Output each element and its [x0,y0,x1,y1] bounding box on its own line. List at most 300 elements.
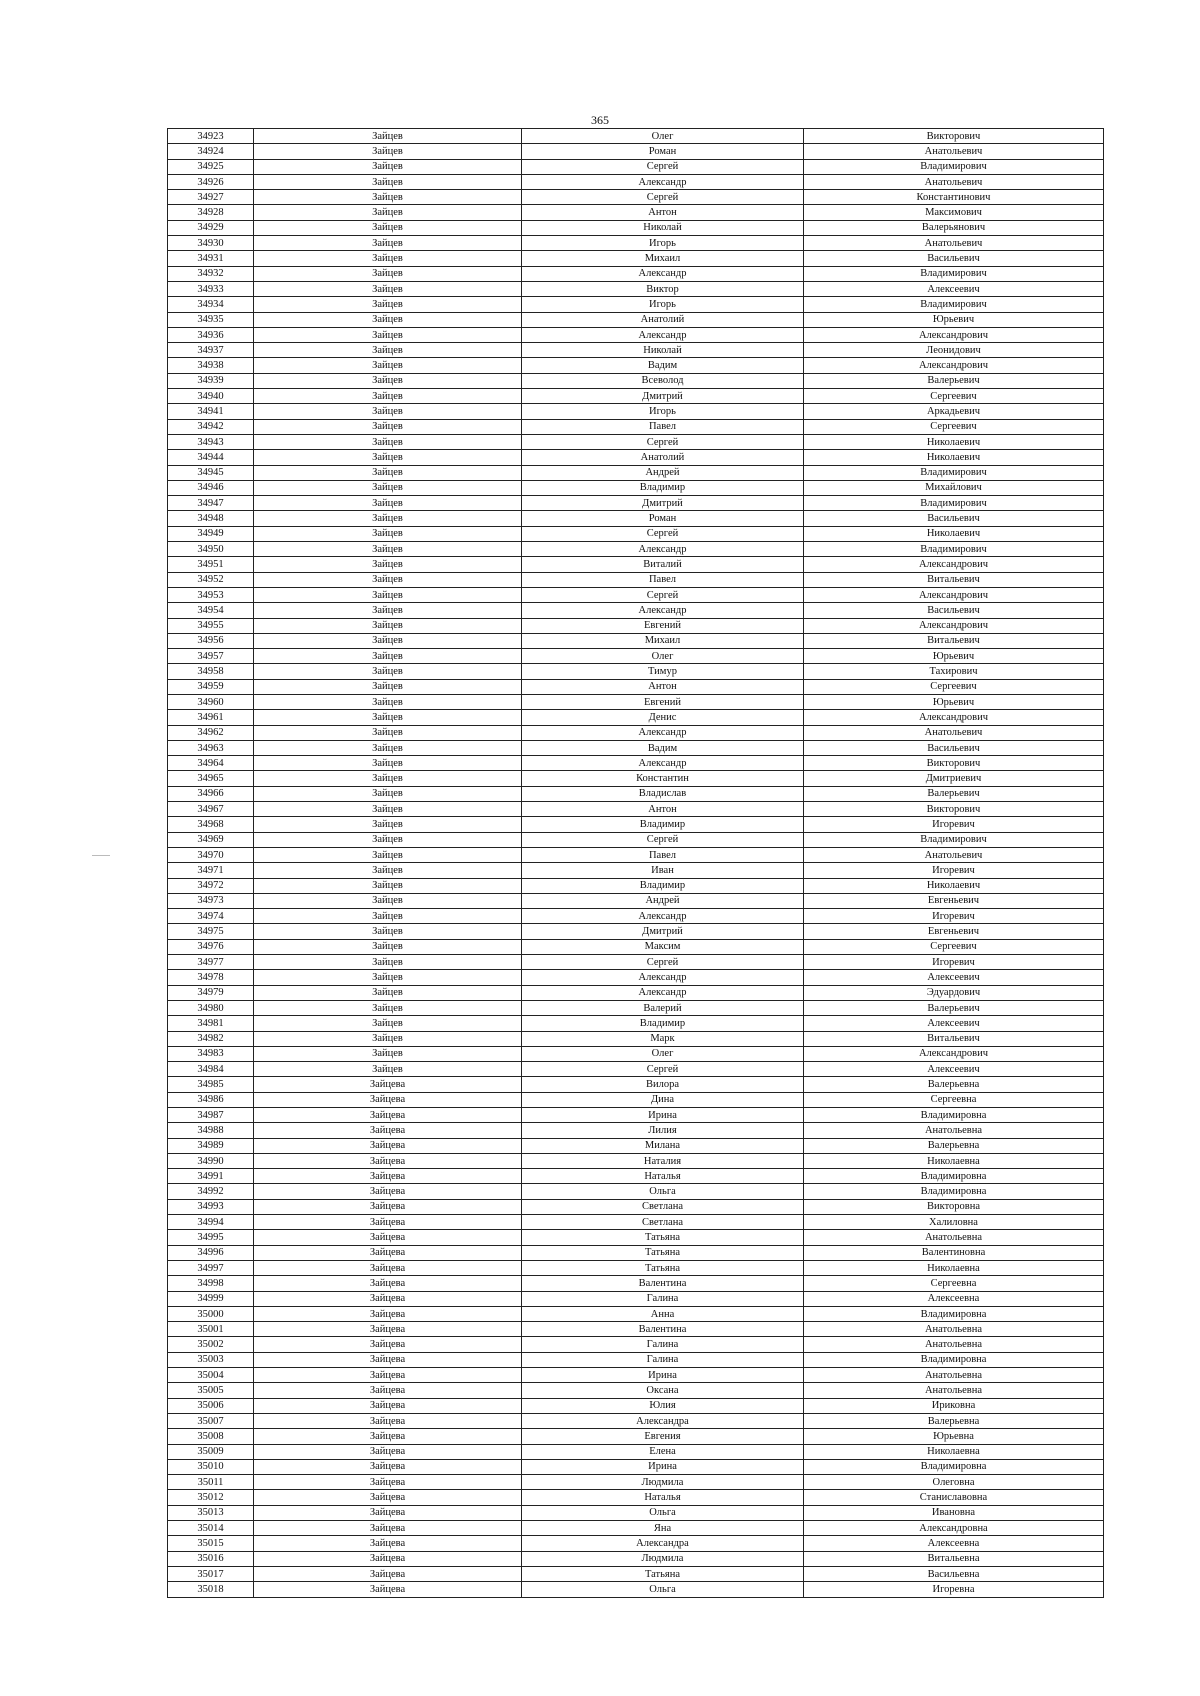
record-number-cell: 34947 [168,496,254,511]
table-row [168,496,1104,511]
record-number-cell: 34964 [168,756,254,771]
patronymic-cell: Викторовна [804,1199,1104,1214]
patronymic-cell: Анатольевич [804,725,1104,740]
first-name-cell: Александр [522,970,804,985]
roster-table [167,128,1104,1598]
record-number-cell: 34999 [168,1291,254,1306]
first-name-cell: Татьяна [522,1245,804,1260]
record-number-cell: 35000 [168,1306,254,1321]
record-number-cell: 34960 [168,694,254,709]
table-row [168,1276,1104,1291]
record-number-cell: 35002 [168,1337,254,1352]
first-name-cell: Людмила [522,1551,804,1566]
last-name-cell: Зайцева [254,1444,522,1459]
patronymic-cell: Васильевич [804,603,1104,618]
last-name-cell: Зайцев [254,343,522,358]
patronymic-cell: Анатольевна [804,1337,1104,1352]
table-row [168,526,1104,541]
patronymic-cell: Васильевич [804,740,1104,755]
last-name-cell: Зайцев [254,1000,522,1015]
first-name-cell: Михаил [522,251,804,266]
last-name-cell: Зайцева [254,1215,522,1230]
patronymic-cell: Владимирович [804,496,1104,511]
patronymic-cell: Владимировна [804,1169,1104,1184]
patronymic-cell: Игоревич [804,909,1104,924]
patronymic-cell: Анатольевна [804,1322,1104,1337]
last-name-cell: Зайцева [254,1582,522,1597]
last-name-cell: Зайцева [254,1566,522,1581]
last-name-cell: Зайцева [254,1123,522,1138]
first-name-cell: Владислав [522,786,804,801]
first-name-cell: Ольга [522,1582,804,1597]
record-number-cell: 34981 [168,1016,254,1031]
record-number-cell: 34926 [168,174,254,189]
table-row [168,603,1104,618]
last-name-cell: Зайцев [254,511,522,526]
table-row [168,465,1104,480]
table-row [168,572,1104,587]
record-number-cell: 34932 [168,266,254,281]
first-name-cell: Вадим [522,358,804,373]
record-number-cell: 35018 [168,1582,254,1597]
table-row [168,740,1104,755]
patronymic-cell: Васильевич [804,251,1104,266]
table-row [168,970,1104,985]
first-name-cell: Евгений [522,694,804,709]
table-row [168,924,1104,939]
record-number-cell: 35005 [168,1383,254,1398]
table-row [168,725,1104,740]
last-name-cell: Зайцев [254,129,522,144]
record-number-cell: 34958 [168,664,254,679]
table-row [168,297,1104,312]
table-row [168,1429,1104,1444]
patronymic-cell: Ивановна [804,1505,1104,1520]
table-row [168,1383,1104,1398]
table-row [168,343,1104,358]
patronymic-cell: Васильевна [804,1566,1104,1581]
table-row [168,1582,1104,1597]
first-name-cell: Иван [522,863,804,878]
table-row [168,1016,1104,1031]
record-number-cell: 35014 [168,1521,254,1536]
last-name-cell: Зайцев [254,649,522,664]
table-row [168,373,1104,388]
last-name-cell: Зайцев [254,281,522,296]
table-row [168,847,1104,862]
last-name-cell: Зайцев [254,909,522,924]
last-name-cell: Зайцев [254,236,522,251]
first-name-cell: Михаил [522,633,804,648]
first-name-cell: Дмитрий [522,924,804,939]
patronymic-cell: Алексеевич [804,281,1104,296]
first-name-cell: Светлана [522,1199,804,1214]
patronymic-cell: Владимирович [804,266,1104,281]
patronymic-cell: Сергеевна [804,1092,1104,1107]
patronymic-cell: Валерьевна [804,1413,1104,1428]
first-name-cell: Игорь [522,297,804,312]
table-row [168,1322,1104,1337]
record-number-cell: 34927 [168,190,254,205]
first-name-cell: Александр [522,542,804,557]
patronymic-cell: Сергеевич [804,389,1104,404]
patronymic-cell: Леонидович [804,343,1104,358]
table-row [168,144,1104,159]
first-name-cell: Сергей [522,190,804,205]
patronymic-cell: Владимирович [804,297,1104,312]
first-name-cell: Валентина [522,1276,804,1291]
first-name-cell: Галина [522,1352,804,1367]
record-number-cell: 34983 [168,1046,254,1061]
table-row [168,1475,1104,1490]
patronymic-cell: Александрович [804,1046,1104,1061]
first-name-cell: Вадим [522,740,804,755]
last-name-cell: Зайцев [254,924,522,939]
first-name-cell: Сергей [522,1062,804,1077]
last-name-cell: Зайцева [254,1383,522,1398]
last-name-cell: Зайцев [254,878,522,893]
record-number-cell: 34950 [168,542,254,557]
record-number-cell: 35008 [168,1429,254,1444]
first-name-cell: Яна [522,1521,804,1536]
first-name-cell: Игорь [522,236,804,251]
record-number-cell: 35013 [168,1505,254,1520]
last-name-cell: Зайцев [254,205,522,220]
last-name-cell: Зайцев [254,373,522,388]
last-name-cell: Зайцева [254,1276,522,1291]
last-name-cell: Зайцев [254,802,522,817]
table-row [168,878,1104,893]
first-name-cell: Дмитрий [522,496,804,511]
patronymic-cell: Валерьевна [804,1138,1104,1153]
patronymic-cell: Николаевна [804,1260,1104,1275]
record-number-cell: 35016 [168,1551,254,1566]
first-name-cell: Антон [522,679,804,694]
table-row [168,1444,1104,1459]
record-number-cell: 35011 [168,1475,254,1490]
table-row [168,389,1104,404]
record-number-cell: 34989 [168,1138,254,1153]
record-number-cell: 34954 [168,603,254,618]
first-name-cell: Анна [522,1306,804,1321]
table-row [168,909,1104,924]
table-row [168,190,1104,205]
last-name-cell: Зайцев [254,557,522,572]
record-number-cell: 34946 [168,480,254,495]
patronymic-cell: Владимировна [804,1459,1104,1474]
patronymic-cell: Алексеевич [804,970,1104,985]
table-row [168,694,1104,709]
last-name-cell: Зайцев [254,251,522,266]
first-name-cell: Павел [522,572,804,587]
record-number-cell: 35001 [168,1322,254,1337]
first-name-cell: Александр [522,603,804,618]
last-name-cell: Зайцева [254,1169,522,1184]
patronymic-cell: Александрович [804,587,1104,602]
record-number-cell: 34963 [168,740,254,755]
table-row [168,1521,1104,1536]
table-row [168,1368,1104,1383]
table-row [168,557,1104,572]
last-name-cell: Зайцев [254,587,522,602]
table-row [168,1215,1104,1230]
patronymic-cell: Ириковна [804,1398,1104,1413]
patronymic-cell: Владимировна [804,1306,1104,1321]
patronymic-cell: Алексеевич [804,1016,1104,1031]
first-name-cell: Галина [522,1291,804,1306]
record-number-cell: 34933 [168,281,254,296]
patronymic-cell: Станиславовна [804,1490,1104,1505]
patronymic-cell: Анатольевна [804,1368,1104,1383]
record-number-cell: 34949 [168,526,254,541]
last-name-cell: Зайцева [254,1138,522,1153]
first-name-cell: Людмила [522,1475,804,1490]
table-row [168,542,1104,557]
patronymic-cell: Валерьянович [804,220,1104,235]
record-number-cell: 34939 [168,373,254,388]
table-row [168,633,1104,648]
last-name-cell: Зайцев [254,786,522,801]
table-row [168,618,1104,633]
patronymic-cell: Эдуардович [804,985,1104,1000]
last-name-cell: Зайцев [254,1046,522,1061]
record-number-cell: 34936 [168,327,254,342]
patronymic-cell: Дмитриевич [804,771,1104,786]
last-name-cell: Зайцева [254,1108,522,1123]
patronymic-cell: Юрьевич [804,312,1104,327]
patronymic-cell: Николаевич [804,526,1104,541]
last-name-cell: Зайцева [254,1413,522,1428]
patronymic-cell: Владимирович [804,832,1104,847]
first-name-cell: Александра [522,1536,804,1551]
patronymic-cell: Сергеевич [804,679,1104,694]
record-number-cell: 34990 [168,1153,254,1168]
patronymic-cell: Николаевна [804,1153,1104,1168]
table-row [168,786,1104,801]
first-name-cell: Владимир [522,878,804,893]
first-name-cell: Денис [522,710,804,725]
record-number-cell: 34992 [168,1184,254,1199]
last-name-cell: Зайцев [254,970,522,985]
record-number-cell: 34962 [168,725,254,740]
record-number-cell: 34998 [168,1276,254,1291]
first-name-cell: Александр [522,266,804,281]
first-name-cell: Валерий [522,1000,804,1015]
patronymic-cell: Анатольевна [804,1123,1104,1138]
patronymic-cell: Александрович [804,618,1104,633]
first-name-cell: Александр [522,756,804,771]
last-name-cell: Зайцева [254,1475,522,1490]
first-name-cell: Тимур [522,664,804,679]
first-name-cell: Виталий [522,557,804,572]
table-row [168,1031,1104,1046]
patronymic-cell: Николаевич [804,450,1104,465]
last-name-cell: Зайцев [254,939,522,954]
patronymic-cell: Игоревич [804,863,1104,878]
patronymic-cell: Валентиновна [804,1245,1104,1260]
patronymic-cell: Владимировна [804,1108,1104,1123]
last-name-cell: Зайцев [254,526,522,541]
margin-mark [92,855,110,856]
record-number-cell: 34976 [168,939,254,954]
table-row [168,1077,1104,1092]
record-number-cell: 34948 [168,511,254,526]
patronymic-cell: Васильевич [804,511,1104,526]
table-row [168,985,1104,1000]
table-row [168,1566,1104,1581]
last-name-cell: Зайцев [254,694,522,709]
record-number-cell: 35015 [168,1536,254,1551]
table-row [168,664,1104,679]
table-row [168,266,1104,281]
table-row [168,756,1104,771]
record-number-cell: 34975 [168,924,254,939]
patronymic-cell: Юрьевич [804,694,1104,709]
last-name-cell: Зайцева [254,1077,522,1092]
first-name-cell: Роман [522,511,804,526]
last-name-cell: Зайцев [254,1062,522,1077]
last-name-cell: Зайцев [254,174,522,189]
last-name-cell: Зайцев [254,710,522,725]
last-name-cell: Зайцева [254,1230,522,1245]
patronymic-cell: Николаевич [804,878,1104,893]
patronymic-cell: Викторович [804,129,1104,144]
table-row [168,1230,1104,1245]
table-row [168,220,1104,235]
last-name-cell: Зайцев [254,664,522,679]
first-name-cell: Андрей [522,465,804,480]
record-number-cell: 34977 [168,955,254,970]
record-number-cell: 34971 [168,863,254,878]
patronymic-cell: Михайлович [804,480,1104,495]
record-number-cell: 34984 [168,1062,254,1077]
last-name-cell: Зайцев [254,618,522,633]
patronymic-cell: Анатольевич [804,174,1104,189]
patronymic-cell: Викторович [804,756,1104,771]
record-number-cell: 34930 [168,236,254,251]
table-row [168,1413,1104,1428]
patronymic-cell: Халиловна [804,1215,1104,1230]
record-number-cell: 34996 [168,1245,254,1260]
patronymic-cell: Анатольевна [804,1230,1104,1245]
last-name-cell: Зайцев [254,771,522,786]
first-name-cell: Милана [522,1138,804,1153]
record-number-cell: 34941 [168,404,254,419]
first-name-cell: Ольга [522,1505,804,1520]
record-number-cell: 35006 [168,1398,254,1413]
last-name-cell: Зайцева [254,1184,522,1199]
first-name-cell: Марк [522,1031,804,1046]
patronymic-cell: Юрьевна [804,1429,1104,1444]
last-name-cell: Зайцева [254,1337,522,1352]
record-number-cell: 34931 [168,251,254,266]
patronymic-cell: Витальевич [804,1031,1104,1046]
patronymic-cell: Сергеевич [804,939,1104,954]
table-row [168,587,1104,602]
record-number-cell: 34997 [168,1260,254,1275]
first-name-cell: Сергей [522,526,804,541]
record-number-cell: 34953 [168,587,254,602]
first-name-cell: Игорь [522,404,804,419]
record-number-cell: 34970 [168,847,254,862]
record-number-cell: 34961 [168,710,254,725]
first-name-cell: Александр [522,985,804,1000]
table-row [168,1046,1104,1061]
record-number-cell: 34925 [168,159,254,174]
patronymic-cell: Владимировна [804,1184,1104,1199]
patronymic-cell: Николаевна [804,1444,1104,1459]
record-number-cell: 34934 [168,297,254,312]
first-name-cell: Владимир [522,1016,804,1031]
record-number-cell: 34993 [168,1199,254,1214]
table-row [168,1398,1104,1413]
last-name-cell: Зайцев [254,450,522,465]
table-row [168,863,1104,878]
patronymic-cell: Владимировна [804,1352,1104,1367]
patronymic-cell: Игоревна [804,1582,1104,1597]
patronymic-cell: Анатольевич [804,847,1104,862]
first-name-cell: Павел [522,419,804,434]
first-name-cell: Вилора [522,1077,804,1092]
first-name-cell: Наталья [522,1169,804,1184]
first-name-cell: Татьяна [522,1230,804,1245]
patronymic-cell: Александрович [804,327,1104,342]
first-name-cell: Олег [522,129,804,144]
table-row [168,893,1104,908]
record-number-cell: 34995 [168,1230,254,1245]
first-name-cell: Татьяна [522,1566,804,1581]
last-name-cell: Зайцев [254,266,522,281]
table-row [168,312,1104,327]
record-number-cell: 34924 [168,144,254,159]
last-name-cell: Зайцев [254,312,522,327]
table-row [168,404,1104,419]
table-row [168,205,1104,220]
last-name-cell: Зайцев [254,404,522,419]
first-name-cell: Николай [522,343,804,358]
table-row [168,1123,1104,1138]
table-row [168,1062,1104,1077]
table-row [168,649,1104,664]
first-name-cell: Антон [522,205,804,220]
last-name-cell: Зайцева [254,1368,522,1383]
record-number-cell: 34980 [168,1000,254,1015]
first-name-cell: Валентина [522,1322,804,1337]
last-name-cell: Зайцев [254,817,522,832]
patronymic-cell: Анатольевич [804,144,1104,159]
table-row [168,450,1104,465]
last-name-cell: Зайцева [254,1398,522,1413]
record-number-cell: 34929 [168,220,254,235]
record-number-cell: 35009 [168,1444,254,1459]
record-number-cell: 34991 [168,1169,254,1184]
record-number-cell: 34944 [168,450,254,465]
table-row [168,1153,1104,1168]
first-name-cell: Дмитрий [522,389,804,404]
first-name-cell: Ирина [522,1108,804,1123]
patronymic-cell: Евгеньевич [804,924,1104,939]
patronymic-cell: Владимирович [804,542,1104,557]
first-name-cell: Николай [522,220,804,235]
record-number-cell: 35017 [168,1566,254,1581]
first-name-cell: Лилия [522,1123,804,1138]
first-name-cell: Юлия [522,1398,804,1413]
record-number-cell: 34985 [168,1077,254,1092]
record-number-cell: 34972 [168,878,254,893]
last-name-cell: Зайцева [254,1536,522,1551]
last-name-cell: Зайцева [254,1199,522,1214]
table-row [168,1199,1104,1214]
